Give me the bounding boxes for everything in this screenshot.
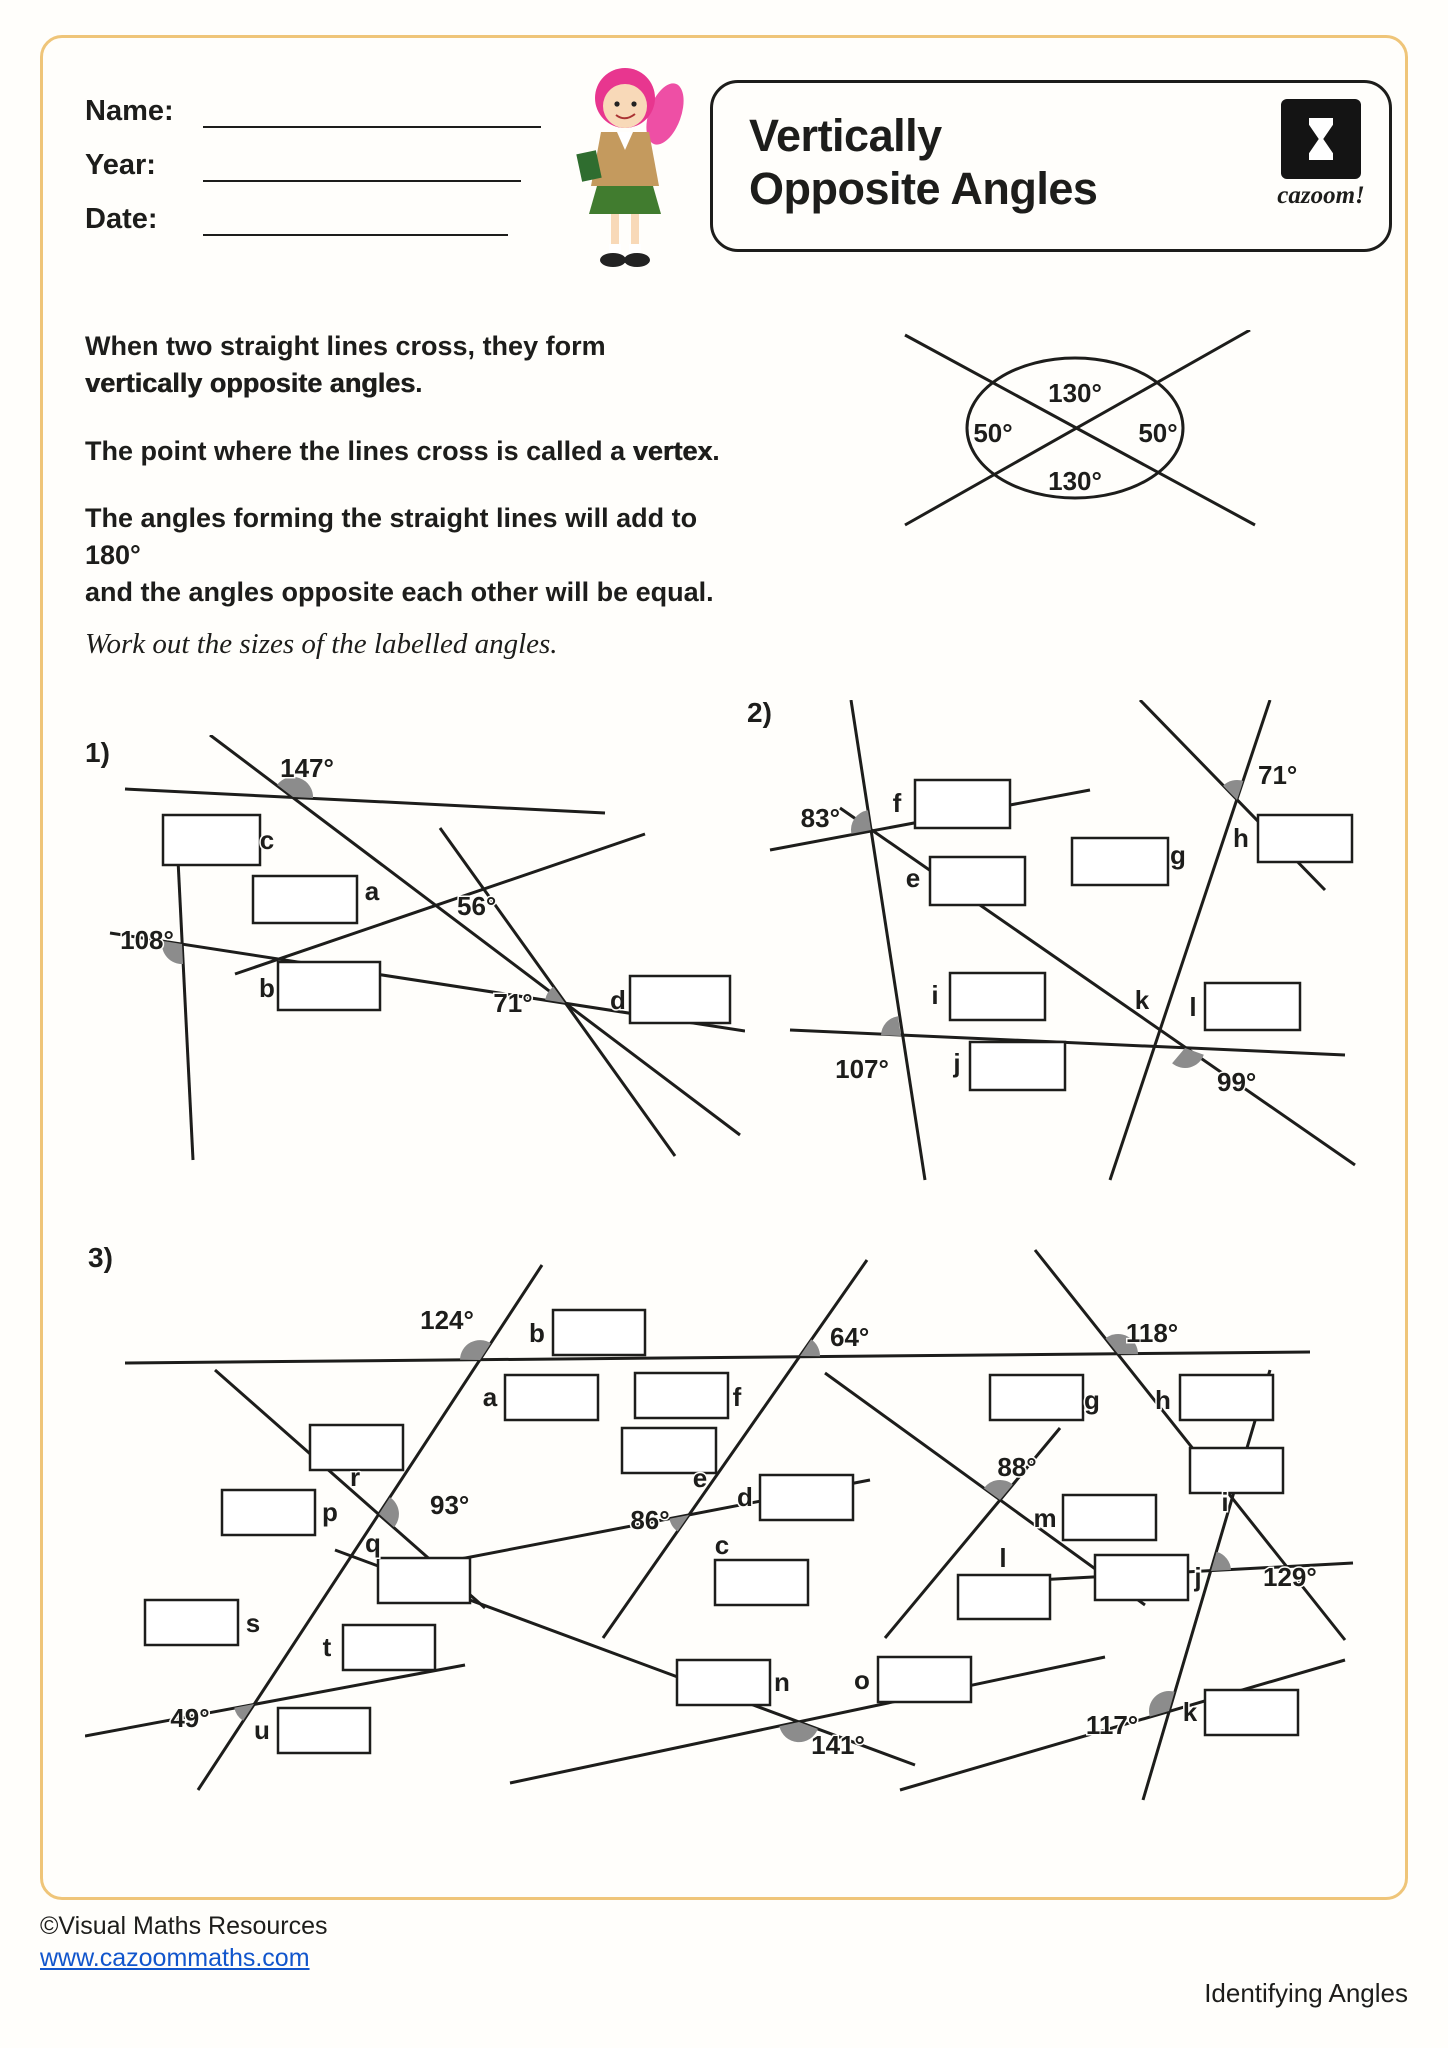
answer-box-m[interactable] [1063,1495,1156,1540]
name-label: Name: [85,95,174,127]
intro-p3-line1: The angles forming the straight lines will add to 180° [85,502,698,570]
angle-value-147: 147° [280,753,334,783]
answer-box-k[interactable] [1205,1690,1298,1735]
answer-box-d[interactable] [760,1475,853,1520]
problem-2-number: 2) [747,697,772,728]
mascot-shoe-right [624,253,650,267]
website-link[interactable]: www.cazoommaths.com [40,1944,310,1972]
mascot-skirt [589,186,661,214]
angle-value-141: 141° [811,1730,865,1760]
intro-p2-post: . [712,435,720,466]
angle-letter-h: h [1233,823,1249,853]
angle-letter-c: c [259,825,275,855]
angle-value-86: 86° [630,1505,670,1535]
construction-line [85,1665,465,1736]
intro-p3-line2: and the angles opposite each other will be equal. [85,577,714,608]
angle-letter-s: s [245,1608,261,1638]
problem-2-diagram [745,700,1380,1185]
angle-letter-j: j [953,1048,961,1078]
example-angle-right: 50° [1138,418,1178,448]
angle-arc-83 [851,810,871,834]
answer-box-f[interactable] [915,780,1010,828]
year-row [85,149,541,182]
answer-box-h[interactable] [1258,815,1352,862]
angle-letter-r: r [349,1462,361,1492]
angle-arc-93 [379,1497,399,1527]
angle-value-107: 107° [835,1054,889,1084]
answer-box-l[interactable] [1205,983,1300,1030]
angle-letter-i: i [931,980,939,1010]
example-angle-top: 130° [1048,378,1102,408]
copyright-text: ©Visual Maths Resources [40,1912,328,1940]
construction-line [851,700,925,1180]
answer-box-i[interactable] [950,973,1045,1020]
angle-letter-a: a [364,876,380,906]
answer-box-b[interactable] [553,1310,645,1355]
student-fields [85,95,541,257]
angle-value-83: 83° [800,803,840,833]
logo-text: cazoom! [1277,182,1365,209]
title-box [710,80,1392,252]
title-line-1: Vertically [749,110,942,161]
intro-p1-post: . [415,368,423,399]
name-row [85,95,541,128]
construction-line [177,840,193,1160]
angle-letter-g: g [1170,840,1186,870]
angle-letter-e: e [905,863,921,893]
angle-letter-o: o [854,1665,870,1695]
angle-letter-t: t [322,1632,332,1662]
hourglass-icon [1291,109,1351,169]
example-angle-bottom: 130° [1048,466,1102,496]
intro-p2-term: vertex [632,435,713,466]
angle-letter-b: b [259,973,275,1003]
year-input-line[interactable] [203,150,521,182]
angle-value-129: 129° [1263,1562,1317,1592]
intro-text [85,328,745,642]
answer-box-c[interactable] [715,1560,808,1605]
angle-value-56: 56° [457,891,497,921]
angle-letter-d: d [737,1482,753,1512]
angle-letter-k: k [1182,1697,1198,1727]
angle-letter-c: c [714,1530,730,1560]
intro-paragraph-1 [85,328,745,403]
title-line-2: Opposite Angles [749,163,1098,215]
mascot-shoe-left [600,253,626,267]
angle-letter-p: p [322,1497,338,1527]
angle-arc-124 [460,1340,491,1360]
angle-value-71: 71° [493,988,533,1018]
answer-box-f[interactable] [635,1373,728,1418]
angle-value-88: 88° [997,1452,1037,1482]
angle-arc-64 [800,1339,820,1356]
cazoom-logo [1269,99,1373,210]
angle-letter-e: e [692,1463,708,1493]
answer-box-j[interactable] [970,1042,1065,1090]
angle-letter-m: m [1033,1503,1057,1533]
topic-label: Identifying Angles [1204,1978,1408,2008]
angle-value-124: 124° [420,1305,474,1335]
problem-3-number: 3) [88,1242,113,1273]
answer-box-c[interactable] [163,815,260,865]
answer-box-o[interactable] [878,1657,971,1702]
instruction-text: Work out the sizes of the labelled angles. [85,628,558,660]
example-angle-left: 50° [973,418,1013,448]
answer-box-i[interactable] [1190,1448,1283,1493]
angle-arc-99 [1172,1048,1204,1068]
answer-box-q[interactable] [378,1558,470,1603]
angle-letter-i: i [1221,1487,1229,1517]
mascot-illustration [555,48,705,273]
angle-letter-u: u [254,1715,270,1745]
year-label: Year: [85,149,156,181]
problem-1-number: 1) [85,737,110,768]
angle-value-108: 108° [120,925,174,955]
example-diagram [880,330,1300,560]
answer-box-s[interactable] [145,1600,238,1645]
angle-letter-k: k [1134,985,1150,1015]
mascot-face [603,84,647,128]
angle-letter-f: f [732,1382,742,1412]
answer-box-a[interactable] [253,876,357,923]
angle-value-117: 117° [1085,1710,1139,1740]
angle-letter-l: l [1189,992,1197,1022]
answer-box-e[interactable] [930,857,1025,905]
answer-box-a[interactable] [505,1375,598,1420]
angle-value-64: 64° [830,1322,870,1352]
angle-value-93: 93° [430,1490,470,1520]
answer-box-u[interactable] [278,1708,370,1753]
answer-box-g[interactable] [990,1375,1083,1420]
answer-box-b[interactable] [278,962,380,1010]
construction-line [125,789,605,813]
problem-3-diagram [85,1230,1380,1805]
answer-box-g[interactable] [1072,838,1168,885]
date-input-line[interactable] [203,204,508,236]
answer-box-l[interactable] [958,1575,1050,1619]
answer-box-n[interactable] [677,1660,770,1705]
angle-letter-j: j [1194,1562,1202,1592]
answer-box-d[interactable] [630,976,730,1023]
angle-value-118: 118° [1125,1318,1179,1348]
intro-paragraph-2 [85,433,745,470]
answer-box-p[interactable] [222,1490,315,1535]
construction-line [790,1030,1345,1055]
mascot-eye-right [631,101,636,106]
angle-letter-b: b [529,1318,545,1348]
date-row [85,203,541,236]
answer-box-t[interactable] [343,1625,435,1670]
answer-box-j[interactable] [1095,1555,1188,1600]
problem-1-diagram [85,735,745,1165]
intro-p2-pre: The point where the lines cross is called a [85,435,633,466]
angle-letter-a: a [482,1382,498,1412]
mascot-eye-left [614,101,619,106]
angle-value-71b: 71° [1258,760,1298,790]
angle-letter-q: q [365,1528,381,1558]
angle-letter-n: n [774,1667,790,1697]
angle-letter-l: l [999,1543,1007,1573]
angle-letter-f: f [892,788,902,818]
intro-p1-pre: When two straight lines cross, they form [85,331,606,361]
construction-line [510,1657,1105,1783]
angle-value-99: 99° [1217,1067,1257,1097]
angle-arc-117 [1149,1691,1175,1717]
angle-value-49: 49° [170,1703,210,1733]
angle-letter-h: h [1155,1385,1171,1415]
date-label: Date: [85,203,158,235]
answer-box-h[interactable] [1180,1375,1273,1420]
angle-arc-107 [881,1016,901,1036]
angle-letter-g: g [1084,1385,1100,1415]
construction-line [1110,700,1270,1180]
logo-mark [1281,99,1361,179]
intro-p1-term: vertically opposite angles [85,368,416,399]
intro-paragraph-3 [85,500,745,612]
construction-line [210,735,740,1135]
angle-letter-d: d [610,985,626,1015]
name-input-line[interactable] [203,96,541,128]
